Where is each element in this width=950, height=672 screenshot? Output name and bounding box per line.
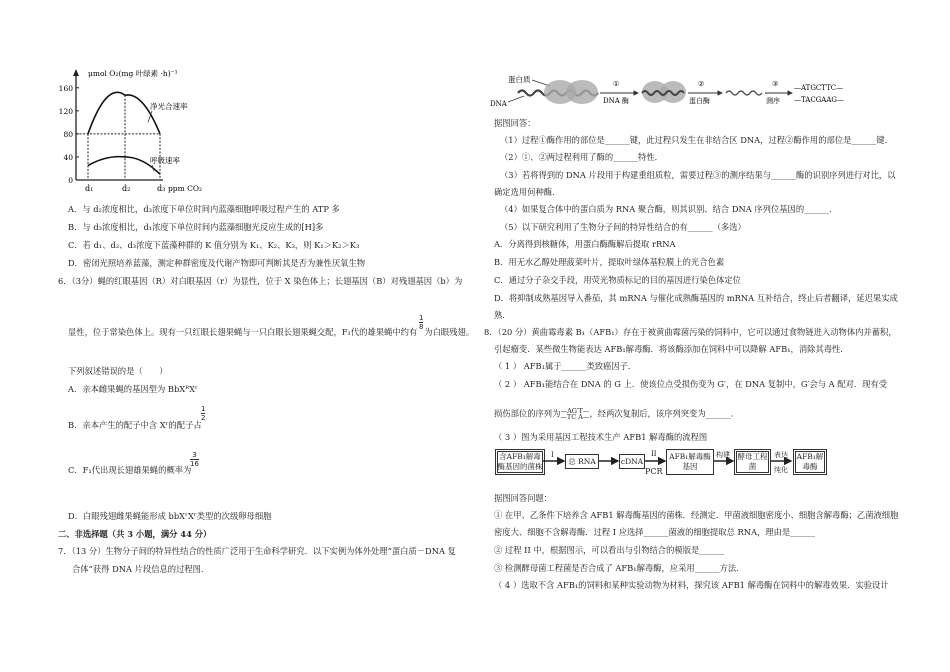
q8-lead: 据图回答问题： bbox=[494, 493, 553, 503]
flow-step-i: I bbox=[551, 451, 554, 459]
q8-part2b bbox=[494, 408, 739, 420]
q7-option-d: D．将抑制成熟基因导入番茄，其 mRNA 与催化成熟酶基因的 mRNA 互补结合，终止后者翻译，延迟果实成 bbox=[494, 293, 898, 303]
q6-option-b: B．亲本产生的配子中含 Xʳ的配子占 bbox=[68, 420, 202, 430]
step2-number: ② bbox=[698, 80, 705, 88]
x-tick-label: d₃ bbox=[157, 184, 166, 193]
fraction-3-16 bbox=[190, 451, 199, 468]
q6-line2 bbox=[68, 327, 474, 338]
sequence-bottom: —TACGAAG— bbox=[794, 96, 844, 104]
y-axis-label: μmol O₂(mg 叶绿素 ·h)⁻¹ bbox=[88, 69, 178, 78]
q5-option-c: C．若 d₁、d₂、d₃浓度下蓝藻种群的 K 值分别为 K₁、K₂、K₃，则 K₁＞K₂＞K₃ bbox=[68, 240, 360, 250]
q8-part2: （ 2 ） AFB₁能结合在 DNA 的 G 上．使该位点受损伤变为 G′，在 DNA 复制中，G′会与 A 配对．现有受 bbox=[494, 379, 888, 389]
q6-option-a: A．亲本雌果蝇的基因型为 BbXᴿXʳ bbox=[68, 384, 198, 394]
net-photosynthesis-line bbox=[88, 92, 160, 134]
flow-step-construct: 构建 bbox=[716, 451, 730, 459]
y-tick-label: 160 bbox=[58, 83, 73, 93]
q8-line2: 引起瘤变．某些微生物能表达 AFB₁解毒酶．将该酶添加在饲料中可以降解 AFB₁，消除其毒性． bbox=[494, 344, 849, 354]
q8-part1: （ 1 ） AFB₁属于______类致癌因子． bbox=[494, 361, 637, 371]
q5-option-a: A．与 d₂浓度相比，d₃浓度下单位时间内蓝藻细胞呼吸过程产生的 ATP 多 bbox=[68, 204, 340, 214]
q6-line1: 6．（3分）蝇的红眼基因（R）对白眼基因（r）为显性，位于 X 染色体上；长翅基因（B）对残翅基因（b）为 bbox=[58, 276, 463, 286]
step1-number: ① bbox=[613, 80, 620, 88]
flow-step-express: 表达 bbox=[774, 451, 788, 459]
q5-option-b: B．与 d₃浓度相比，d₁浓度下单位时间内蓝藻细胞光反应生成的[H]多 bbox=[68, 222, 324, 232]
flow-step-purify: 纯化 bbox=[774, 466, 788, 474]
step3-number: ③ bbox=[772, 80, 779, 88]
q8-part3: （ 3 ）图为采用基因工程技术生产 AFB1 解毒酶的流程图 bbox=[494, 432, 708, 442]
q8-c3: ③ 检测酵母菌工程菌是否合成了 AFB₁解毒酶，应采用______方法． bbox=[494, 563, 745, 573]
flow-step-ii: II bbox=[651, 450, 657, 458]
damaged-sequence-bottom: —TC A— bbox=[560, 413, 590, 421]
denominator: 8 bbox=[419, 323, 424, 331]
step3-label: 测序 bbox=[766, 97, 780, 105]
step1-label: DNA 酶 bbox=[603, 97, 630, 105]
damaged-sequence bbox=[560, 408, 589, 420]
damaged-sequence-top: —AG′T— bbox=[560, 407, 590, 415]
y-tick-label: 120 bbox=[58, 106, 73, 116]
q7-part2: （2）①、②两过程利用了酶的______特性． bbox=[500, 152, 663, 162]
q6-line2-text: 显性，位于常染色体上。现有一只红眼长翅果蝇与一只白眼长翅果蝇交配，F₁代的雄果蝇中约有 bbox=[68, 327, 418, 337]
numerator: 1 bbox=[419, 314, 424, 322]
q8-part4: （ 4 ）选取不含 AFB₁的饲料和某种实验动物为材料，探究该 AFB1 解毒酶在饲料中的解毒效果．实验设计 bbox=[494, 580, 889, 590]
flow-box-total-rna: 总 RNA bbox=[565, 454, 599, 469]
denominator: 16 bbox=[190, 460, 199, 468]
q7-option-d-cont: 熟． bbox=[494, 310, 511, 320]
q6-option-d: D．白眼残翅雌果蝇能形成 bbXʳXʳ类型的次级卵母细胞 bbox=[68, 511, 272, 521]
x-axis-label: ppm CO₂ bbox=[168, 184, 202, 193]
q7-part1: （1）过程①酶作用的部位是______键，此过程只发生在非结合区 DNA，过程②酶作用的部位是______键． bbox=[500, 135, 893, 145]
q7-part5: （5）以下研究利用了生物分子间的特异性结合的有______（多选） bbox=[500, 222, 746, 232]
photosynthesis-chart bbox=[60, 62, 230, 192]
y-tick-label: 0 bbox=[68, 176, 73, 185]
flow-box-gene: AFB₁解毒酶基因 bbox=[666, 449, 714, 475]
flow-step-pcr: PCR bbox=[645, 467, 663, 476]
flow-box-enzyme: AFB₁解毒酶 bbox=[793, 449, 827, 475]
q8-c2: ② 过程 II 中，根据图示，可以看出与引物结合的模版是______ bbox=[494, 545, 725, 555]
q8-c1a: ① 在甲、乙条件下培养含 AFB1 解毒酶基因的菌株．经测定．甲菌液细胞密度小、细胞含解毒酶；乙菌液细胞 bbox=[494, 510, 899, 520]
dna-protein-diagram bbox=[490, 72, 844, 110]
q6-option-c: C．F₁代出现长翅雄果蝇的概率为 bbox=[68, 465, 192, 475]
q7-option-b: B．用无水乙醇处理菠菜叶片，提取叶绿体基粒膜上的光合色素 bbox=[494, 257, 725, 267]
q7-option-c: C．通过分子杂交手段，用荧光物质标记的目的基因进行染色体定位 bbox=[494, 275, 741, 285]
x-tick-label: d₂ bbox=[122, 184, 131, 193]
q6-stem: 下列叙述错误的是（ ） bbox=[68, 366, 168, 376]
q7-part4: （4）如果复合体中的蛋白质为 RNA 聚合酶，则其识别、结合 DNA 序列位基因的______． bbox=[500, 204, 838, 214]
q7-part3b: 确定选用何种酶． bbox=[494, 187, 561, 197]
y-tick-label: 40 bbox=[63, 152, 73, 162]
q7-option-a: A．分离得到核糖体，用蛋白酶酶解后提取 rRNA bbox=[494, 239, 676, 249]
step2-label: 蛋白酶 bbox=[689, 97, 710, 105]
protein-label: 蛋白质 bbox=[508, 75, 531, 84]
q7-lead: 据图回答： bbox=[494, 118, 536, 128]
net-photosynthesis-label: 净光合速率 bbox=[150, 101, 188, 111]
numerator: 1 bbox=[201, 405, 206, 413]
q6-line2-tail: 为白眼残翅。 bbox=[424, 327, 475, 337]
numerator: 3 bbox=[192, 451, 197, 459]
q7-part3a: （3）若将得到的 DNA 片段用于构建重组质粒，需要过程③的测序结果与______酶的识别序列进行对比，以 bbox=[500, 170, 896, 180]
sequence-top: —ATGCTTC— bbox=[794, 84, 844, 92]
y-axis-arrow bbox=[73, 69, 79, 76]
respiration-rate-label: 呼吸速率 bbox=[150, 155, 180, 165]
flow-box-strain: 含AFB₁解毒酶基因的菌株 bbox=[495, 449, 545, 475]
flow-box-yeast: 酵母工程菌 bbox=[734, 449, 771, 475]
dna-label: DNA bbox=[490, 100, 507, 108]
q7-line2: 合体”获得 DNA 片段信息的过程图． bbox=[72, 564, 210, 574]
q8-part2b-post: ，经两次复制后，该序列突变为______． bbox=[589, 408, 739, 419]
section-heading: 二、非选择题（共 3 小题，满分 44 分） bbox=[58, 529, 212, 539]
q8-part2b-pre: 损伤部位的序列为 bbox=[494, 408, 561, 419]
q8-c1b: 密度大、细胞不含解毒酶．过程 I 应选择______菌液的细胞提取总 RNA，理由是______ bbox=[494, 527, 816, 537]
q7-line1: 7．（13 分）生物分子间的特异性结合的性质广泛用于生命科学研究．以下实例为体外处理“蛋白质－DNA 复 bbox=[58, 546, 456, 556]
y-tick-label: 80 bbox=[63, 129, 73, 139]
x-tick-label: d₁ bbox=[85, 184, 94, 193]
fraction-1-2 bbox=[201, 405, 205, 422]
q5-option-d: D．密闭光照培养蓝藻，测定种群密度及代谢产物即可判断其是否为兼性厌氧生物 bbox=[68, 258, 366, 268]
q8-line1: 8．（20 分）黄曲霉毒素 B₁（AFB₁）存在于被黄曲霉菌污染的饲料中，它可以通过食物链进入动物体内并蓄积， bbox=[484, 327, 897, 337]
flow-box-cdna: cDNA bbox=[619, 454, 645, 469]
denominator: 2 bbox=[201, 414, 206, 422]
